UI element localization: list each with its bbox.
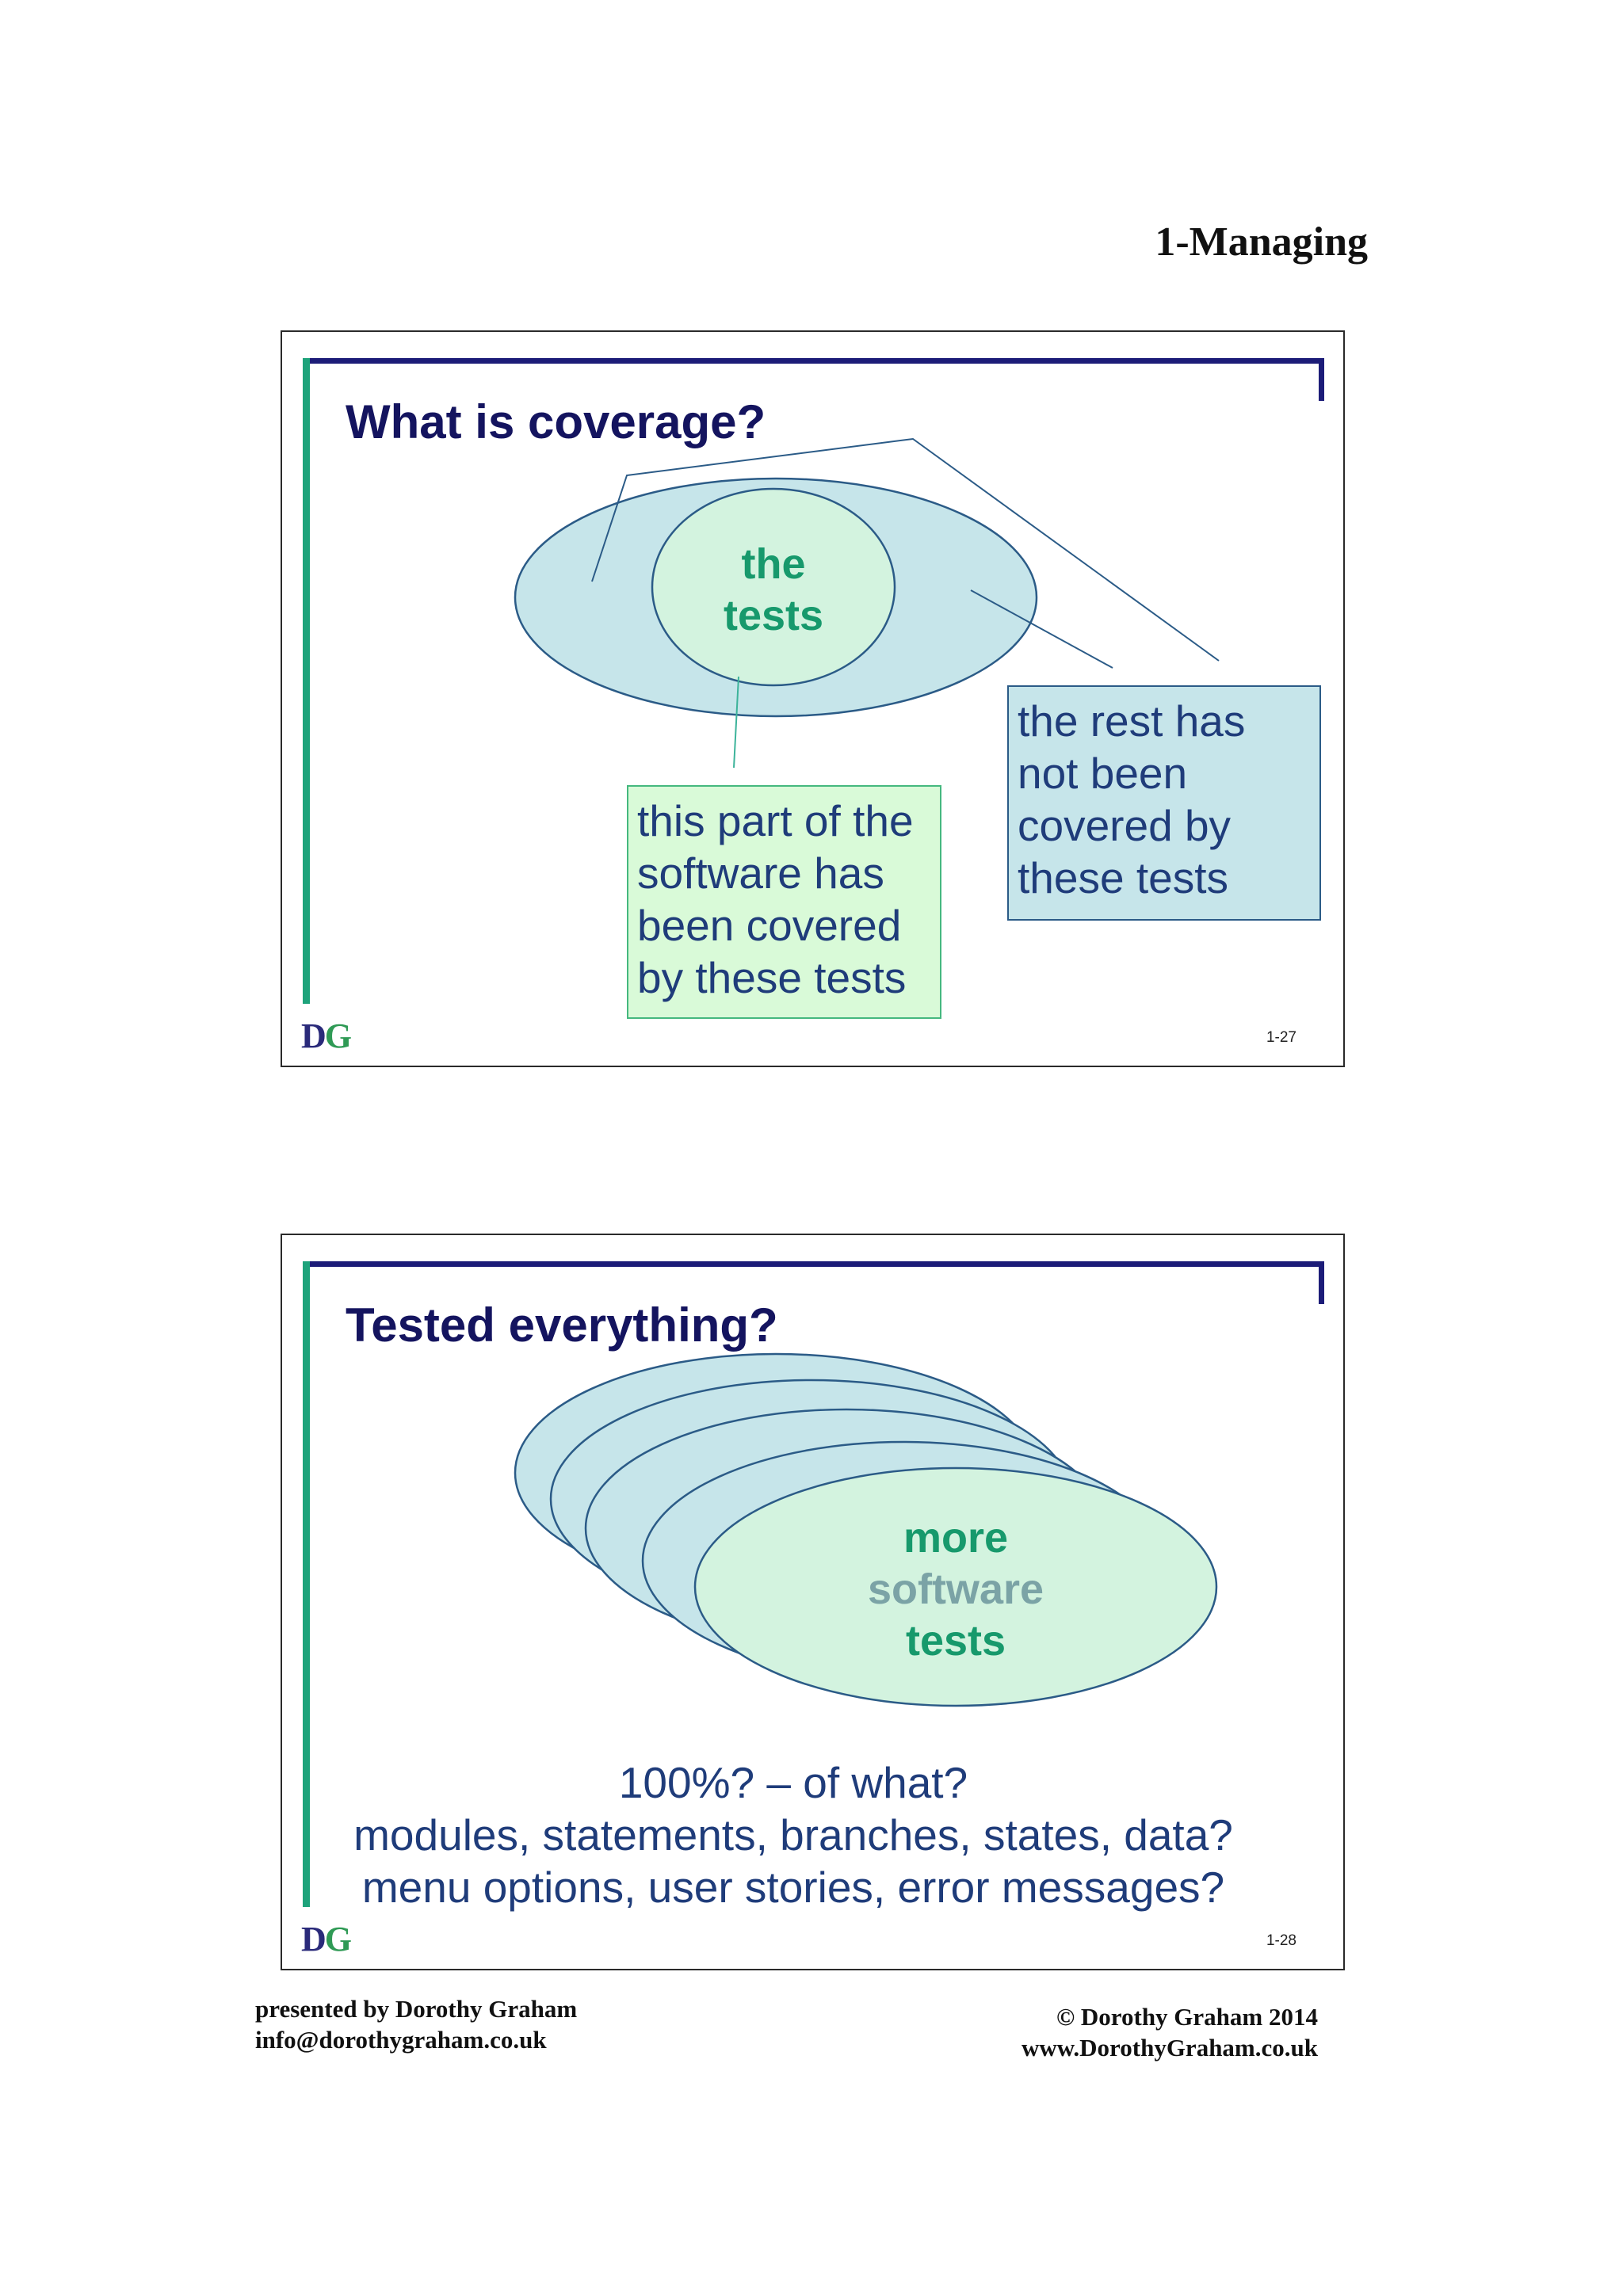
label-tests: tests <box>905 1617 1006 1665</box>
callout-line-text: not been <box>1018 749 1188 798</box>
body-line: modules, statements, branches, states, data? <box>353 1810 1233 1859</box>
website-text: www.DorothyGraham.co.uk <box>1021 2034 1318 2061</box>
tests-label-line: the <box>741 540 806 588</box>
body-line: menu options, user stories, error messages? <box>361 1863 1225 1912</box>
presenter-name: presented by Dorothy Graham <box>255 1995 578 2023</box>
logo-letter-g: G <box>324 1016 351 1055</box>
logo-letter-d: D <box>301 1016 325 1055</box>
tests-label <box>655 539 892 642</box>
copyright-text: © Dorothy Graham 2014 <box>1056 2003 1318 2031</box>
dg-logo <box>301 1919 350 1960</box>
callout-line-text: this part of the <box>637 796 914 845</box>
slide-what-is-coverage <box>281 330 1345 1067</box>
callout-line-text: covered by <box>1018 801 1232 850</box>
presenter-email: info@dorothygraham.co.uk <box>255 2026 547 2054</box>
dg-logo <box>301 1016 350 1057</box>
callout-line-text: been covered <box>637 901 902 950</box>
callout-line-text: these tests <box>1018 853 1228 902</box>
tests-label-line: tests <box>723 592 824 639</box>
label-software: software <box>867 1566 1044 1613</box>
covered-callout-box <box>627 785 941 1019</box>
callout-line-text: by these tests <box>637 953 907 1002</box>
slide-number: 1-27 <box>1266 1029 1296 1046</box>
section-heading: 1-Managing <box>1155 219 1368 265</box>
logo-letter-g: G <box>324 1920 351 1958</box>
slide-title: What is coverage? <box>346 395 766 448</box>
label-more: more <box>903 1514 1009 1562</box>
coverage-question-text <box>318 1756 1269 1913</box>
slide-number: 1-28 <box>1266 1932 1296 1949</box>
slide-title: Tested everything? <box>346 1299 778 1352</box>
callout-line-text: software has <box>637 849 884 898</box>
slide-tested-everything <box>281 1234 1345 1970</box>
footer-presenter <box>255 1993 577 2055</box>
more-software-tests-label <box>797 1512 1114 1667</box>
footer-copyright <box>1022 2001 1318 2063</box>
logo-letter-d: D <box>301 1920 325 1958</box>
callout-line-text: the rest has <box>1018 696 1246 746</box>
uncovered-callout-box <box>1007 685 1321 921</box>
body-line: 100%? – of what? <box>618 1758 968 1807</box>
